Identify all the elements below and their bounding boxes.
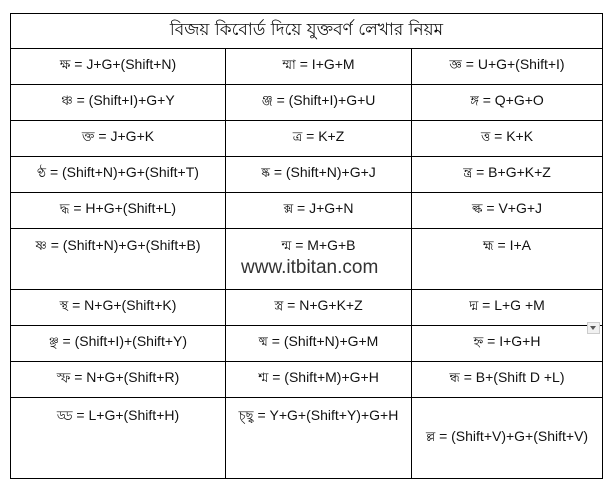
- conjunct-cell: [226, 193, 412, 229]
- conjunct-glyph: ষ্ম: [258, 335, 268, 350]
- table-row: [11, 121, 603, 157]
- conjunct-glyph: ন্ধ: [449, 371, 460, 386]
- key-sequence: = (Shift+N)+G+(Shift+T): [46, 164, 199, 180]
- conjunct-cell: [226, 398, 412, 479]
- conjunct-cell: [226, 326, 412, 362]
- conjunct-cell: [412, 49, 603, 85]
- conjunct-glyph: ঙ্গ: [470, 94, 479, 109]
- key-sequence: = (Shift+N)+G+M: [267, 333, 379, 349]
- key-sequence: = K+K: [490, 128, 534, 144]
- table-row: [11, 193, 603, 229]
- conjunct-cell: [11, 229, 226, 290]
- conjunct-glyph: ঞ্জ: [261, 94, 273, 109]
- conjunct-cell: [412, 121, 603, 157]
- table-row: [11, 49, 603, 85]
- conjunct-rules-table: [10, 13, 603, 479]
- conjunct-cell: [412, 85, 603, 121]
- key-sequence: = V+G+J: [482, 200, 543, 216]
- key-sequence: = (Shift+I)+G+U: [272, 92, 376, 108]
- conjunct-glyph: জ্ঞ: [449, 58, 462, 73]
- key-sequence: = (Shift+N)+G+J: [269, 164, 376, 180]
- conjunct-glyph: হ্ন: [473, 335, 484, 350]
- conjunct-glyph: ন্ম: [281, 239, 292, 254]
- conjunct-cell: [226, 157, 412, 193]
- conjunct-cell: [11, 121, 226, 157]
- key-sequence: = Q+G+O: [478, 92, 544, 108]
- conjunct-cell: [226, 362, 412, 398]
- conjunct-cell: [412, 398, 603, 479]
- conjunct-glyph: শ্ম: [258, 371, 269, 386]
- conjunct-glyph: দ্ধ: [59, 202, 70, 217]
- conjunct-glyph: ম্মা: [282, 58, 296, 73]
- key-sequence: = H+G+(Shift+L): [69, 200, 177, 216]
- conjunct-cell: [226, 85, 412, 121]
- key-sequence: = (Shift+I)+(Shift+Y): [58, 333, 188, 349]
- conjunct-cell: [412, 193, 603, 229]
- key-sequence: = Y+G+(Shift+Y)+G+H: [253, 407, 399, 423]
- table-row: [11, 85, 603, 121]
- conjunct-glyph: স্ফ: [56, 371, 71, 386]
- conjunct-glyph: ত্র: [292, 130, 303, 145]
- conjunct-cell: [412, 229, 603, 290]
- table-row: [11, 362, 603, 398]
- conjunct-cell: [11, 326, 226, 362]
- conjunct-cell: [11, 157, 226, 193]
- conjunct-glyph: ত্ত: [480, 130, 491, 145]
- key-sequence: = I+A: [493, 237, 531, 253]
- key-sequence: = I+G+H: [483, 333, 541, 349]
- conjunct-glyph: হ্ম: [483, 239, 494, 254]
- key-sequence: = (Shift+M)+G+H: [268, 369, 379, 385]
- conjunct-glyph: ল্ক: [472, 202, 483, 217]
- conjunct-cell: [11, 49, 226, 85]
- table-row: [11, 157, 603, 193]
- key-sequence: = M+G+B: [291, 237, 356, 253]
- watermark-url: www.itbitan.com: [241, 257, 379, 278]
- key-sequence: = I+G+M: [295, 56, 355, 72]
- conjunct-glyph: স্থ: [59, 299, 69, 314]
- conjunct-glyph: ষ্ক: [261, 166, 270, 181]
- key-sequence: = U+G+(Shift+I): [461, 56, 565, 72]
- key-sequence: = (Shift+N)+G+(Shift+B): [46, 237, 201, 253]
- conjunct-cell: [226, 290, 412, 326]
- conjunct-glyph: চ্ছ্ব: [238, 409, 254, 424]
- key-sequence: = B+(Shift D +L): [459, 369, 565, 385]
- table-title: বিজয় কিবোর্ড দিয়ে যুক্তবর্ণ লেখার নিয়ম: [11, 14, 603, 49]
- conjunct-cell: [11, 362, 226, 398]
- conjunct-cell: [11, 398, 226, 479]
- conjunct-cell: [11, 85, 226, 121]
- conjunct-glyph: ক্স: [283, 202, 294, 217]
- conjunct-cell: [412, 362, 603, 398]
- conjunct-cell: [11, 290, 226, 326]
- conjunct-glyph: ল্ল: [425, 429, 436, 445]
- conjunct-glyph: ঞ্ছ: [48, 335, 59, 350]
- key-sequence: = N+G+(Shift+K): [68, 297, 177, 313]
- dropdown-arrow-icon[interactable]: [587, 322, 600, 334]
- conjunct-glyph: ষ্ণ: [35, 239, 47, 254]
- conjunct-cell: [226, 49, 412, 85]
- table-row: [11, 290, 603, 326]
- key-sequence: = (Shift+I)+G+Y: [72, 92, 175, 108]
- table-row: [11, 398, 603, 479]
- key-sequence: = N+G+K+Z: [283, 297, 363, 313]
- key-sequence: = K+Z: [302, 128, 345, 144]
- conjunct-glyph: ক্ষ: [59, 58, 71, 73]
- conjunct-cell: [412, 157, 603, 193]
- key-sequence: = L+G+(Shift+H): [72, 407, 180, 423]
- key-sequence: = J+G+N: [293, 200, 354, 216]
- conjunct-cell: [412, 326, 603, 362]
- conjunct-cell: [412, 290, 603, 326]
- key-sequence: = N+G+(Shift+R): [70, 369, 180, 385]
- conjunct-cell: [11, 193, 226, 229]
- key-sequence: = J+G+(Shift+N): [70, 56, 177, 72]
- conjunct-glyph: ড্ড: [56, 409, 73, 424]
- table-row: [11, 326, 603, 362]
- conjunct-glyph: ঞ্চ: [61, 94, 73, 109]
- key-sequence: = (Shift+V)+G+(Shift+V): [435, 427, 589, 444]
- key-sequence: = L+G +M: [478, 297, 545, 313]
- key-sequence: = J+G+K: [94, 128, 155, 144]
- conjunct-glyph: দ্ম: [469, 299, 479, 314]
- key-sequence: = B+G+K+Z: [472, 164, 551, 180]
- conjunct-glyph: ণ্ঠ: [37, 166, 47, 181]
- conjunct-glyph: ন্ত্র: [463, 166, 473, 181]
- conjunct-cell: [226, 121, 412, 157]
- conjunct-glyph: ক্ত: [81, 130, 95, 145]
- conjunct-glyph: স্ত্র: [274, 299, 284, 314]
